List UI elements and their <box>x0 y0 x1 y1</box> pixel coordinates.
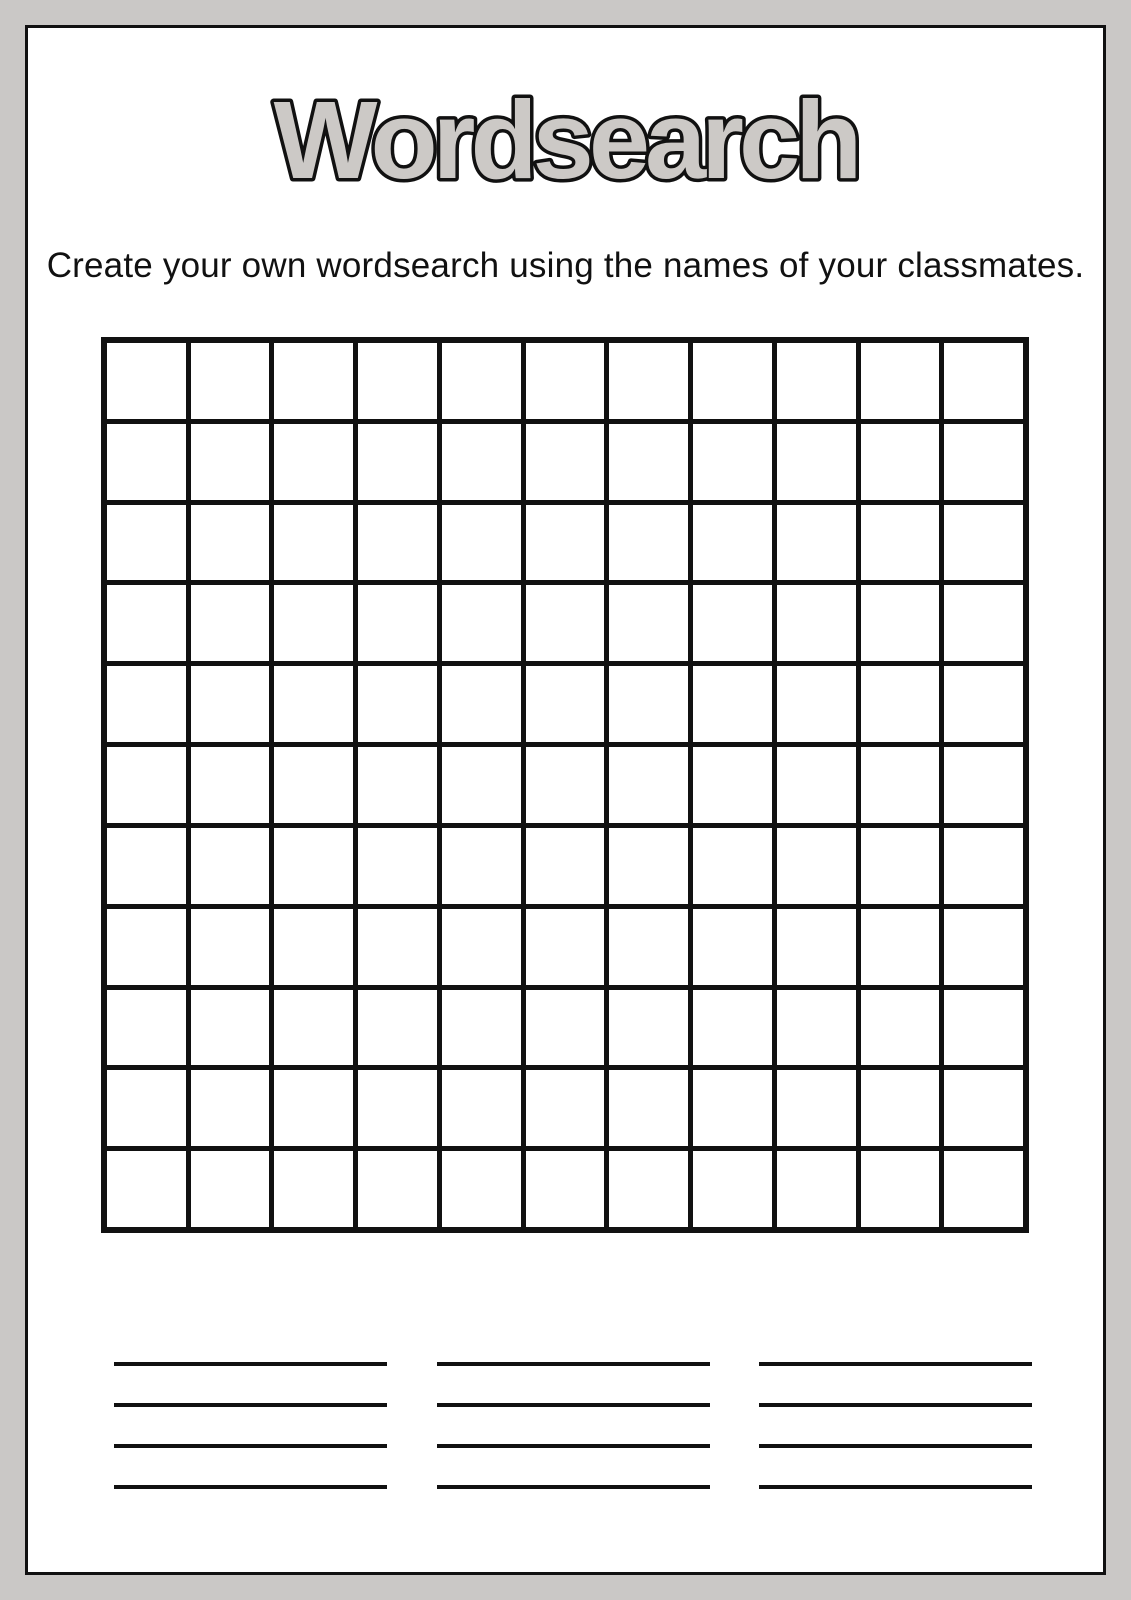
answer-line[interactable] <box>114 1448 387 1489</box>
grid-cell[interactable] <box>609 828 688 904</box>
grid-cell[interactable] <box>861 505 940 581</box>
grid-cell[interactable] <box>526 747 605 823</box>
grid-cell[interactable] <box>693 585 772 661</box>
grid-cell[interactable] <box>107 424 186 500</box>
grid-cell[interactable] <box>358 747 437 823</box>
grid-cell[interactable] <box>358 990 437 1066</box>
grid-cell[interactable] <box>442 909 521 985</box>
grid-cell[interactable] <box>107 909 186 985</box>
grid-cell[interactable] <box>609 1151 688 1227</box>
answer-line[interactable] <box>114 1366 387 1407</box>
worksheet-page <box>25 25 1106 1575</box>
grid-cell[interactable] <box>861 343 940 419</box>
grid-cell[interactable] <box>442 1151 521 1227</box>
grid-cell[interactable] <box>107 343 186 419</box>
grid-cell[interactable] <box>609 909 688 985</box>
grid-cell[interactable] <box>358 1151 437 1227</box>
grid-cell[interactable] <box>609 424 688 500</box>
page-title: Wordsearch <box>273 79 858 202</box>
grid-cell[interactable] <box>526 909 605 985</box>
grid-cell[interactable] <box>609 747 688 823</box>
answer-line[interactable] <box>437 1448 710 1489</box>
grid-cell[interactable] <box>944 343 1023 419</box>
grid-cell[interactable] <box>944 1151 1023 1227</box>
grid-cell[interactable] <box>944 505 1023 581</box>
grid-cell[interactable] <box>777 1070 856 1146</box>
answer-line-column <box>437 1325 710 1489</box>
answer-line[interactable] <box>114 1407 387 1448</box>
grid-cell[interactable] <box>191 343 270 419</box>
grid-cell[interactable] <box>944 585 1023 661</box>
grid-cell[interactable] <box>693 666 772 742</box>
grid-cell[interactable] <box>358 1070 437 1146</box>
grid-cell[interactable] <box>107 666 186 742</box>
grid-cell[interactable] <box>526 343 605 419</box>
answer-line[interactable] <box>114 1325 387 1366</box>
grid-cell[interactable] <box>191 747 270 823</box>
grid-cell[interactable] <box>693 343 772 419</box>
grid-cell[interactable] <box>944 828 1023 904</box>
grid-cell[interactable] <box>107 505 186 581</box>
answer-line[interactable] <box>759 1448 1032 1489</box>
grid-cell[interactable] <box>526 1070 605 1146</box>
grid-cell[interactable] <box>609 990 688 1066</box>
grid-cell[interactable] <box>861 1151 940 1227</box>
grid-cell[interactable] <box>944 747 1023 823</box>
grid-cell[interactable] <box>442 828 521 904</box>
grid-cell[interactable] <box>526 1151 605 1227</box>
grid-cell[interactable] <box>358 828 437 904</box>
answer-line[interactable] <box>759 1325 1032 1366</box>
answer-line[interactable] <box>437 1366 710 1407</box>
grid-cell[interactable] <box>191 1151 270 1227</box>
grid-cell[interactable] <box>693 1070 772 1146</box>
grid-cell[interactable] <box>861 828 940 904</box>
grid-cell[interactable] <box>693 828 772 904</box>
instruction-text: Create your own wordsearch using the names of your classmates. <box>46 246 1085 285</box>
answer-line[interactable] <box>759 1366 1032 1407</box>
grid-cell[interactable] <box>358 343 437 419</box>
grid-cell[interactable] <box>777 343 856 419</box>
grid-cell[interactable] <box>777 424 856 500</box>
grid-cell[interactable] <box>107 585 186 661</box>
grid-cell[interactable] <box>107 747 186 823</box>
grid-cell[interactable] <box>191 505 270 581</box>
grid-cell[interactable] <box>777 990 856 1066</box>
grid-cell[interactable] <box>274 747 353 823</box>
grid-cell[interactable] <box>609 505 688 581</box>
grid-cell[interactable] <box>944 1070 1023 1146</box>
grid-cell[interactable] <box>442 990 521 1066</box>
grid-cell[interactable] <box>107 990 186 1066</box>
answer-lines-section <box>114 1325 1032 1489</box>
title-wordart <box>28 28 1103 238</box>
grid-cell[interactable] <box>693 424 772 500</box>
grid-cell[interactable] <box>693 747 772 823</box>
grid-cell[interactable] <box>861 424 940 500</box>
grid-cell[interactable] <box>358 909 437 985</box>
wordsearch-grid <box>101 337 1029 1233</box>
grid-cell[interactable] <box>777 666 856 742</box>
grid-cell[interactable] <box>861 585 940 661</box>
grid-cell[interactable] <box>274 828 353 904</box>
grid-cell[interactable] <box>191 909 270 985</box>
grid-cell[interactable] <box>274 909 353 985</box>
grid-cell[interactable] <box>442 505 521 581</box>
answer-line-column <box>759 1325 1032 1489</box>
grid-cell[interactable] <box>274 990 353 1066</box>
grid-cell[interactable] <box>526 666 605 742</box>
grid-cell[interactable] <box>609 666 688 742</box>
grid-cell[interactable] <box>358 424 437 500</box>
answer-line[interactable] <box>437 1325 710 1366</box>
grid-cell[interactable] <box>274 343 353 419</box>
grid-cell[interactable] <box>777 747 856 823</box>
grid-cell[interactable] <box>777 505 856 581</box>
grid-cell[interactable] <box>274 505 353 581</box>
grid-cell[interactable] <box>693 505 772 581</box>
grid-cell[interactable] <box>191 990 270 1066</box>
grid-cell[interactable] <box>107 828 186 904</box>
grid-cell[interactable] <box>526 990 605 1066</box>
grid-cell[interactable] <box>191 585 270 661</box>
grid-cell[interactable] <box>777 585 856 661</box>
grid-cell[interactable] <box>274 1070 353 1146</box>
grid-cell[interactable] <box>107 1151 186 1227</box>
grid-cell[interactable] <box>861 909 940 985</box>
answer-line[interactable] <box>437 1407 710 1448</box>
grid-cell[interactable] <box>609 343 688 419</box>
grid-cell[interactable] <box>191 424 270 500</box>
grid-cell[interactable] <box>442 666 521 742</box>
answer-line-column <box>114 1325 387 1489</box>
grid-cell[interactable] <box>944 990 1023 1066</box>
grid-cell[interactable] <box>861 990 940 1066</box>
grid-cell[interactable] <box>526 828 605 904</box>
grid-cell[interactable] <box>442 343 521 419</box>
grid-cell[interactable] <box>526 505 605 581</box>
grid-cell[interactable] <box>274 424 353 500</box>
grid-cell[interactable] <box>191 1070 270 1146</box>
grid-cell[interactable] <box>693 990 772 1066</box>
grid-cell[interactable] <box>191 828 270 904</box>
grid-cell[interactable] <box>861 666 940 742</box>
grid-cell[interactable] <box>358 505 437 581</box>
grid-cell[interactable] <box>944 666 1023 742</box>
grid-cell[interactable] <box>526 424 605 500</box>
grid-cell[interactable] <box>442 424 521 500</box>
grid-cell[interactable] <box>526 585 605 661</box>
grid-cell[interactable] <box>609 585 688 661</box>
grid-cell[interactable] <box>442 585 521 661</box>
grid-cell[interactable] <box>358 585 437 661</box>
grid-cell[interactable] <box>693 909 772 985</box>
grid-cell[interactable] <box>777 909 856 985</box>
grid-cell[interactable] <box>609 1070 688 1146</box>
grid-cell[interactable] <box>107 1070 186 1146</box>
answer-line[interactable] <box>759 1407 1032 1448</box>
grid-cell[interactable] <box>777 1151 856 1227</box>
grid-cell[interactable] <box>777 828 856 904</box>
grid-cell[interactable] <box>944 424 1023 500</box>
grid-cell[interactable] <box>191 666 270 742</box>
grid-cell[interactable] <box>944 909 1023 985</box>
grid-cell[interactable] <box>442 747 521 823</box>
grid-cell[interactable] <box>861 747 940 823</box>
grid-cell[interactable] <box>861 1070 940 1146</box>
grid-cell[interactable] <box>274 585 353 661</box>
grid-cell[interactable] <box>274 666 353 742</box>
grid-cell[interactable] <box>274 1151 353 1227</box>
grid-cell[interactable] <box>693 1151 772 1227</box>
grid-cell[interactable] <box>442 1070 521 1146</box>
grid-cell[interactable] <box>358 666 437 742</box>
